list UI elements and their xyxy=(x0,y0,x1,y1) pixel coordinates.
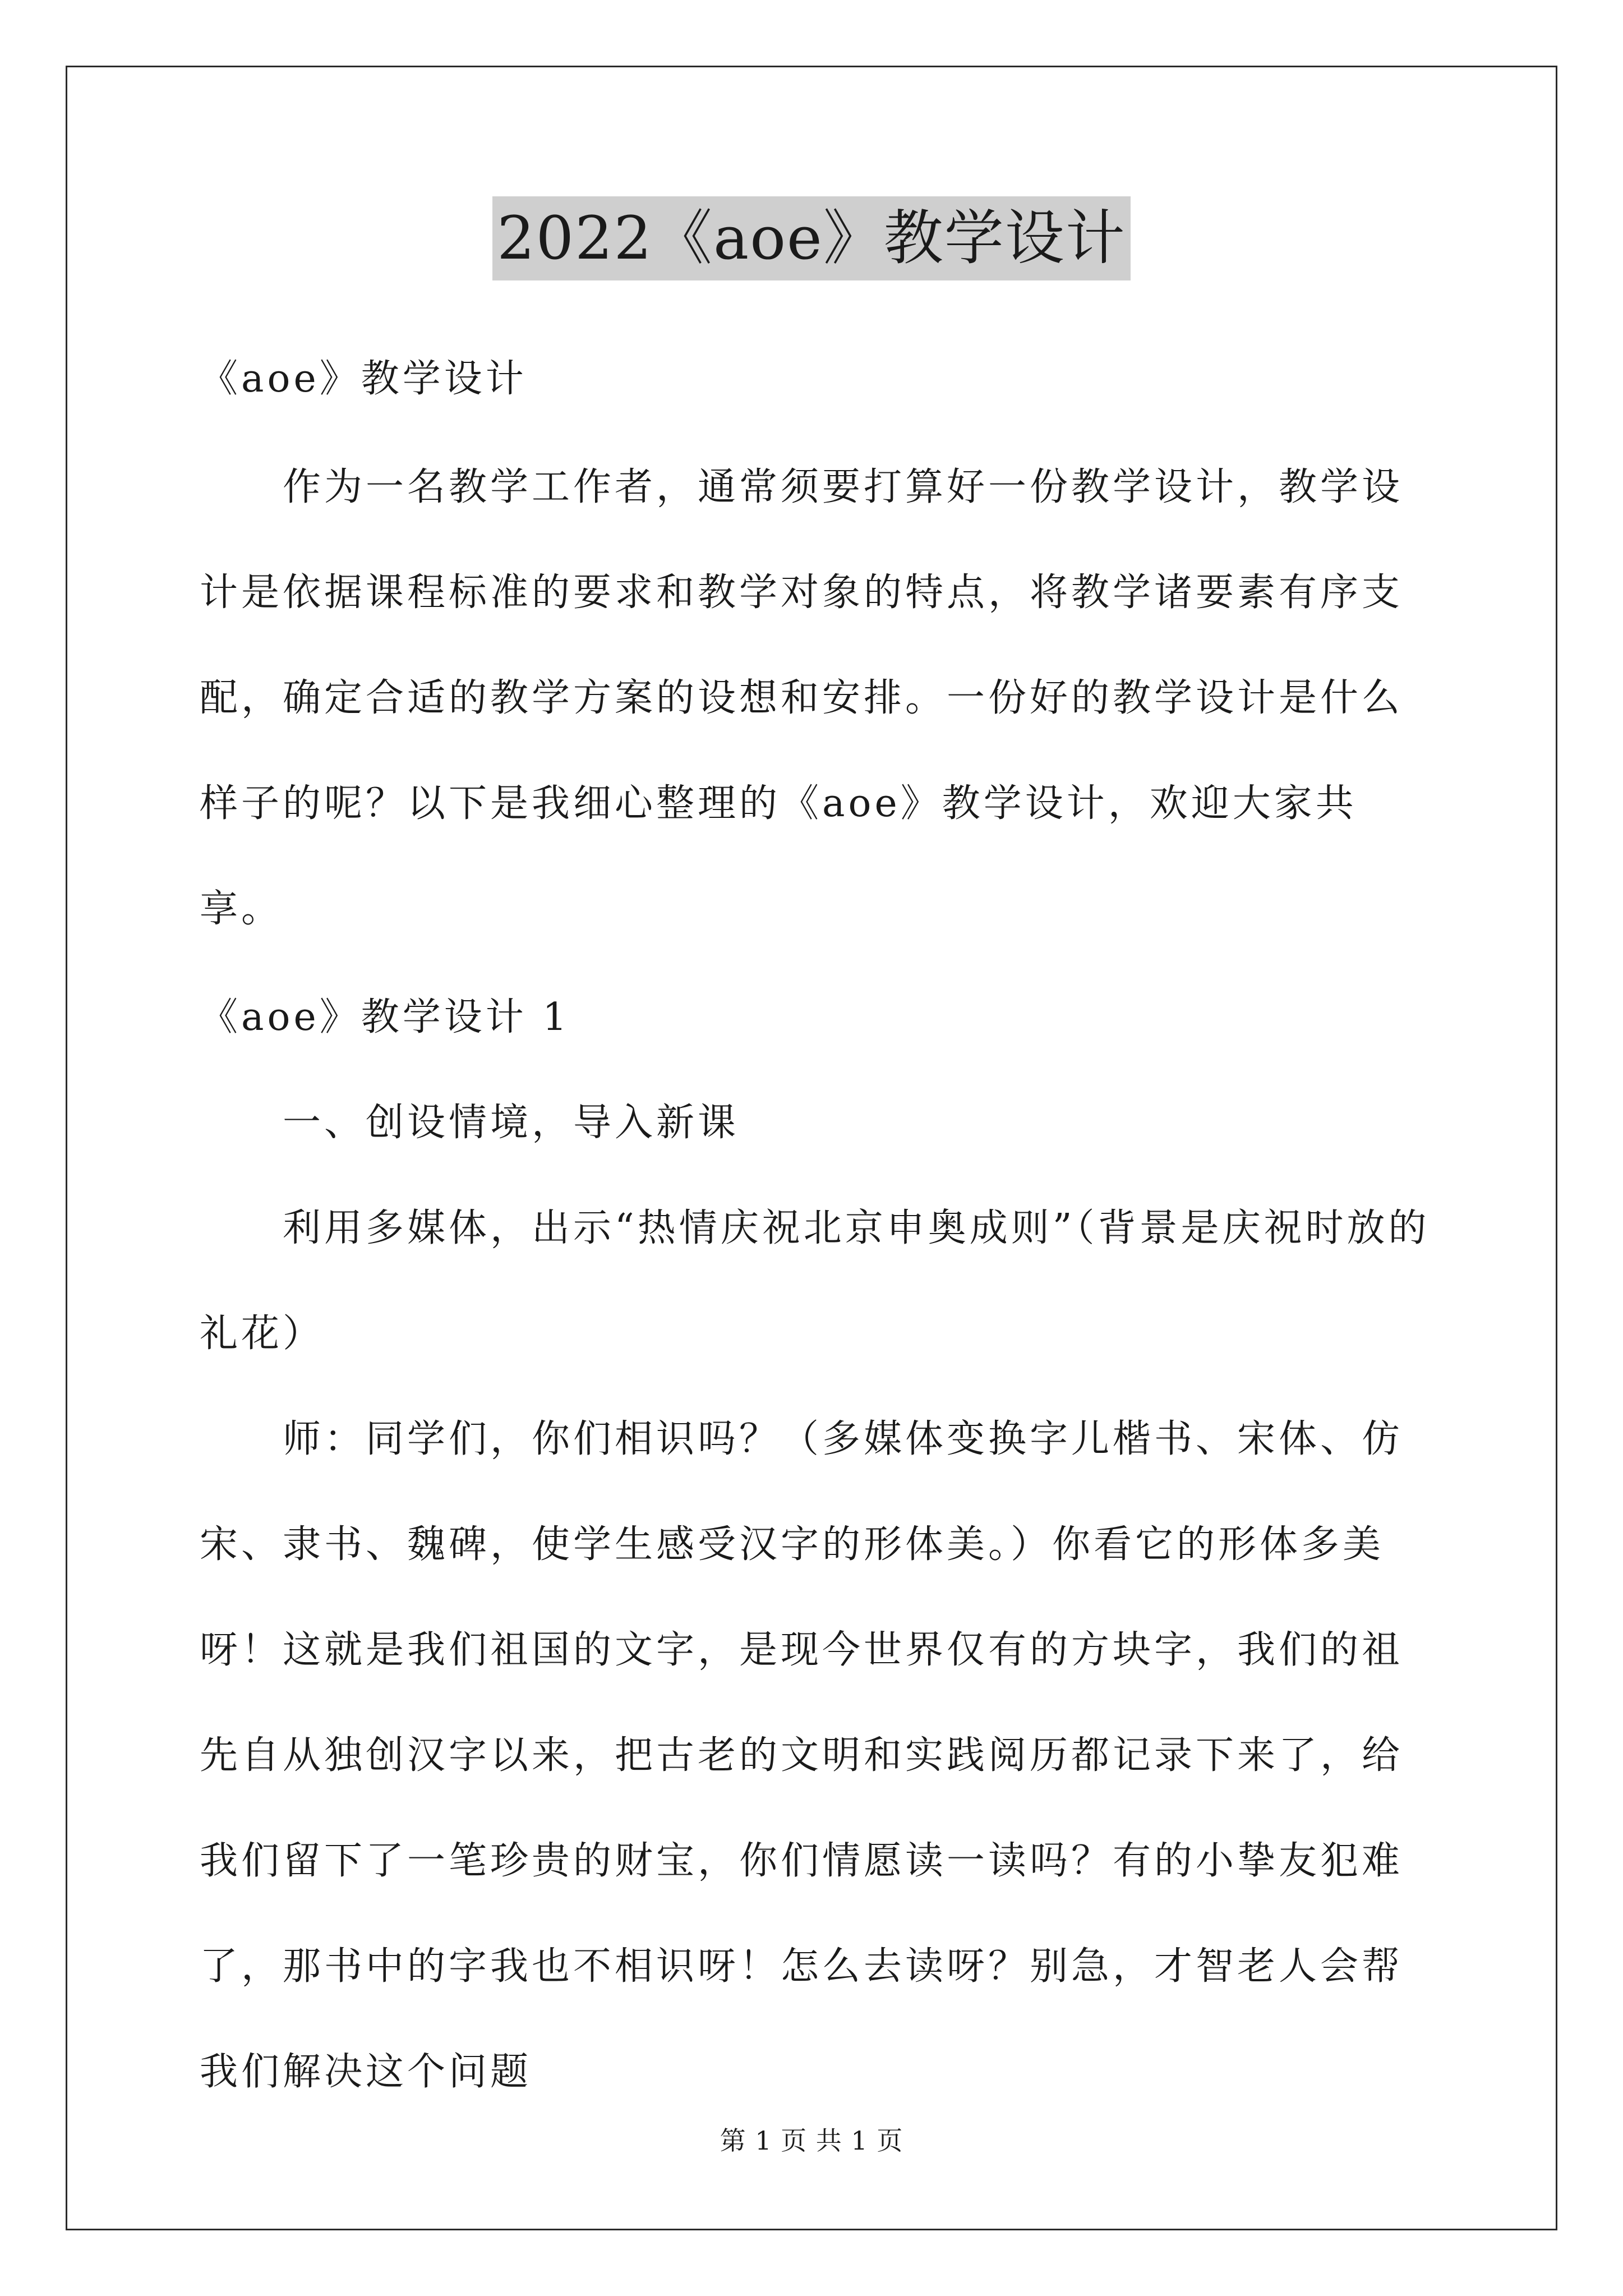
section-heading: 《aoe》教学设计 1 xyxy=(200,995,570,1039)
body-paragraph-1: 利用多媒体，出示“热情庆祝北京申奥成则”（背景是庆祝时放的礼花） xyxy=(200,1206,1430,1356)
document-subtitle: 《aoe》教学设计 xyxy=(200,357,527,401)
page-footer: 第 1 页 共 1 页 xyxy=(720,2125,903,2156)
document-title: 2022《aoe》教学设计 xyxy=(492,196,1131,280)
step-heading: 一、创设情境，导入新课 xyxy=(283,1101,740,1145)
body-paragraph-2: 师：同学们，你们相识吗？（多媒体变换字儿楷书、宋体、仿宋、隶书、魏碑，使学生感受汉字的形体美。）你看它的形体多美呀！这就是我们祖国的文字，是现今世界仅有的方块字，我们的祖先自从独创汉字以来，把古老的文明和实践阅历都记录下来了，给我们留下了一笔珍贵的财宝，你们情愿读一读吗？有的小挚友犯难了，那书中的字我也不相识呀！怎么去读呀？别急，才智老人会帮我们解决这个问题 xyxy=(200,1417,1404,2094)
title-wrap xyxy=(0,196,1623,280)
intro-paragraph: 作为一名教学工作者，通常须要打算好一份教学设计，教学设计是依据课程标准的要求和教学对象的特点，将教学诸要素有序支配，确定合适的教学方案的设想和安排。一份好的教学设计是什么样子的呢？以下是我细心整理的《aoe》教学设计，欢迎大家共享。 xyxy=(200,465,1404,931)
